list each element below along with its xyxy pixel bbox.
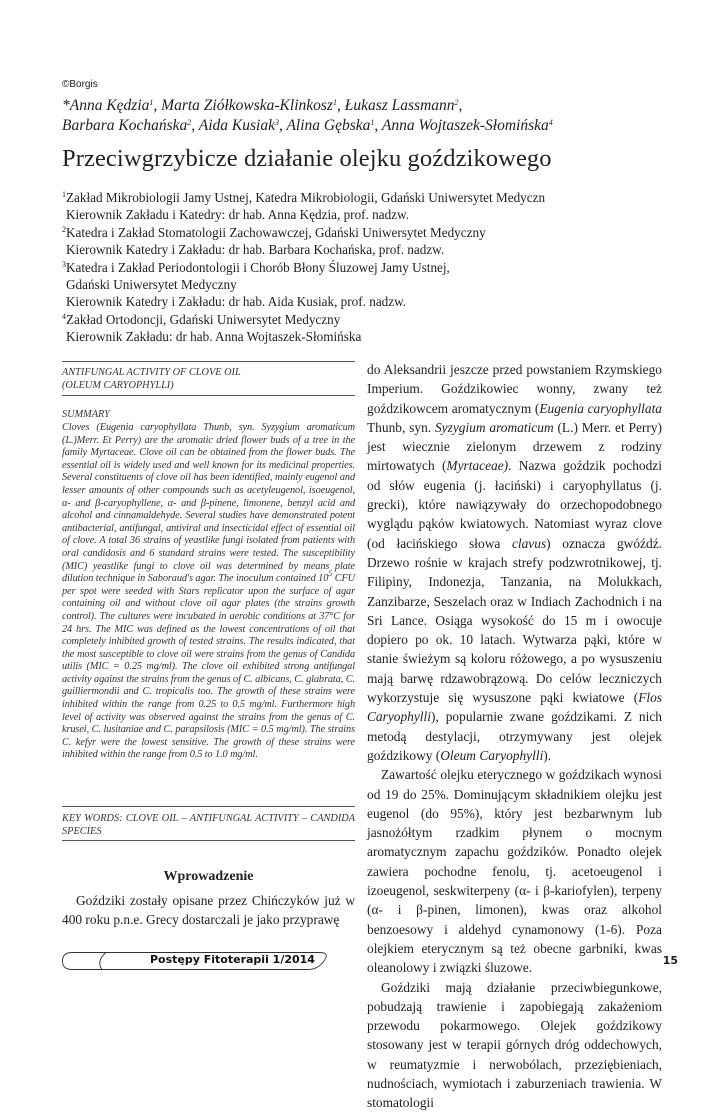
divider [62, 840, 355, 841]
summary-heading: SUMMARY [62, 409, 110, 420]
authors-line: *Anna Kędzia$^1$, Marta Ziółkowska-Klinkosz$^1$, Łukasz Lassmann$^2$, [62, 97, 463, 114]
affiliation-line: $^2$Katedra i Zakład Stomatologii Zachowawczej, Gdański Uniwersytet Medyczny [62, 224, 486, 240]
affiliation-line: Kierownik Zakładu i Katedry: dr hab. Anna Kędzia, prof. nadzw. [66, 207, 410, 223]
article-title: Przeciwgrzybicze działanie olejku goździkowego [62, 145, 552, 172]
intro-text [62, 891, 355, 930]
affiliation-line: Kierownik Katedry i Zakładu: dr hab. Barbara Kochańska, prof. nadzw. [66, 242, 445, 258]
page-footer [62, 948, 688, 974]
page-number: 15 [662, 954, 678, 967]
paragraph: Goździki mają działanie przeciwbiegunkowe, pobudzają trawienie i zapobiegają zakażeniom przewodu pokarmowego. Olejek goździkowy stosowany jest w terapii górnych dróg oddechowych, w reumatyzmie i nerwobólach, przeziębieniach, nudnościach, wymiotach i zaburzeniach trawienia. W stomatologii [367, 979, 662, 1111]
affiliations [62, 189, 682, 346]
divider [62, 395, 355, 396]
affiliation-line: Kierownik Zakładu: dr hab. Anna Wojtaszek-Słomińska [66, 329, 362, 345]
divider [62, 806, 355, 807]
affiliation-line: $^4$Zakład Ortodoncji, Gdański Uniwersytet Medyczny [62, 311, 341, 327]
keywords: KEY WORDS: CLOVE OIL – ANTIFUNGAL ACTIVITY – CANDIDA SPECIES [62, 813, 355, 837]
author-list [62, 96, 682, 135]
affiliation-line: Gdański Uniwersytet Medyczny [66, 277, 237, 293]
section-heading: Wprowadzenie [163, 869, 254, 884]
paragraph: Zawartość olejku eterycznego w goździkach wynosi od 19 do 25%. Dominującym składnikiem olejku jest eugenol (do 95%), który jest bezbarwnym lub jasnożółtym rzadkim płynem o mocnym aromatycznym zapachu goździków. Ponadto olejek zawiera pochodne fenolu, tj. acetoeugenol i izoeugenol, seskwiterpeny (α- i β-kariofylen), terpeny (α- i β-pinen, limonen), kwas oraz alkohol benzoesowy i aldehyd cynamonowy (1-6). Poza olejkiem eterycznym są też obecne garbniki, kwas oleanolowy i związki śluzowe. [367, 767, 662, 976]
summary-body: Cloves (Eugenia caryophyllata Thunb, syn. Syzygium aromaticum (L.)Merr. Et Perry) are the aromatic dried flower buds of a tree in the family Myrtaceae. Clove oil can be obtained from the flower buds. The essential oil is widely used and well known for its medicinal properties. Several constituents of clove oil has been identified, mainly eugenol and lesser amounts of other compounds such as acetyleugenol, isoeugenol, α- and β-caryophyllene, α- and β-pinene, limonene, benzyl acid and alcohol and cinnamaldehyde. Several studies have demonstrated potent antibacterial, antifungal, antiviral and insecticidal effect of essential oil of clove. A total 36 strains of yeastlike fungi isolated from patients with oral candidosis and 6 standard strains were tested. The susceptibility (MIC) yeastlike fungi to clove oil was determined by means plate dilution technique in Saboraud's agar. The inoculum contained $10^5$ CFU per spot were seeded with Stars replicator upon the surface of agar containing oil and without clove oil agar plates (the strains growth control). The cultures were incubated in aerobic conditions at 37°C for 24 hrs. The MIC was defined as the lowest concentrations of oil that completely inhibited growth of tested strains. The results indicated, that the most susceptible to clove oil were strains from the genus of Candida utilis (MIC = 0.25 mg/ml). The clove oil exhibited strong antifungal activity against the strains from the genus of C. albicans, C. glabrata, C. guilliermondii and C. tropicalis too. The growth of these strains were inhibited within the range from 0.25 to 0.5 mg/ml. Furthermore high level of activity was observed against the strains from the genus of C. krusei, C. lusitaniae and C. parapsilosis (MIC = 0.5 mg/ml). The strains C. kefyr were the lowest sensitive. The growth of these strains were inhibited within the range from 0.5 to 1.0 mg/ml. [62, 422, 355, 761]
paragraph: Goździki zostały opisane przez Chińczyków już w 400 roku p.n.e. Grecy dostarczali je jako przyprawę [62, 893, 355, 928]
right-column [367, 360, 662, 1113]
paragraph: do Aleksandrii jeszcze przed powstaniem Rzymskiego Imperium. Goździkowiec wonny, zwany też goździkowcem aromatycznym (Eugenia caryophyllata Thunb, syn. Syzygium aromaticum (L.) Merr. et Perry) jest wiecznie zielonym drzewem z rodziny mirtowatych (Myrtaceae). Nazwa goździk pochodzi od słów eugenia (j. łaciński) i caryophyllatus (j. grecki), które nawiązywały do orzechopodobnego wyglądu pąków kwiatowych. Natomiast wyraz clove (od łacińskiego słowa clavus) oznacza gwóźdź. Drzewo rośnie w krajach strefy podzwrotnikowej, tj. Filipiny, Indonezja, Tanzania, na Molukkach, Zanzibarze, Seszelach oraz w Indiach Zachodnich i na Sri Lance. Osiąga wysokość do 15 m i owocuje dopiero po ok. 10 latach. Wytwarza pąki, które w stanie świeżym są koloru różowego, a po wysuszeniu mają barwę rdzawobrązową. Do celów leczniczych wykorzystuje się wysuszone pąki kwiatowe (Flos Caryophylli), popularnie zwane goździkami. Z nich metodą destylacji, otrzymywany jest olejek goździkowy (Oleum Caryophylli). [367, 362, 662, 763]
divider [62, 361, 355, 362]
affiliation-line: $^3$Katedra i Zakład Periodontologii i Chorób Błony Śluzowej Jamy Ustnej, [62, 259, 450, 275]
affiliation-line: $^1$Zakład Mikrobiologii Jamy Ustnej, Katedra Mikrobiologii, Gdański Uniwersytet Medyczn [62, 190, 546, 205]
journal-name: Postępy Fitoterapii 1/2014 [150, 953, 315, 966]
affiliation-line: Kierownik Katedry i Zakładu: dr hab. Aida Kusiak, prof. nadzw. [66, 294, 407, 310]
english-title: ANTIFUNGAL ACTIVITY OF CLOVE OIL (OLEUM CARYOPHYLLI) [62, 367, 241, 391]
authors-line: Barbara Kochańska$^2$, Aida Kusiak$^3$, Alina Gębska$^1$, Anna Wojtaszek-Słomińska$^4$ [62, 116, 553, 134]
copyright-notice: ©Borgis [62, 79, 98, 90]
